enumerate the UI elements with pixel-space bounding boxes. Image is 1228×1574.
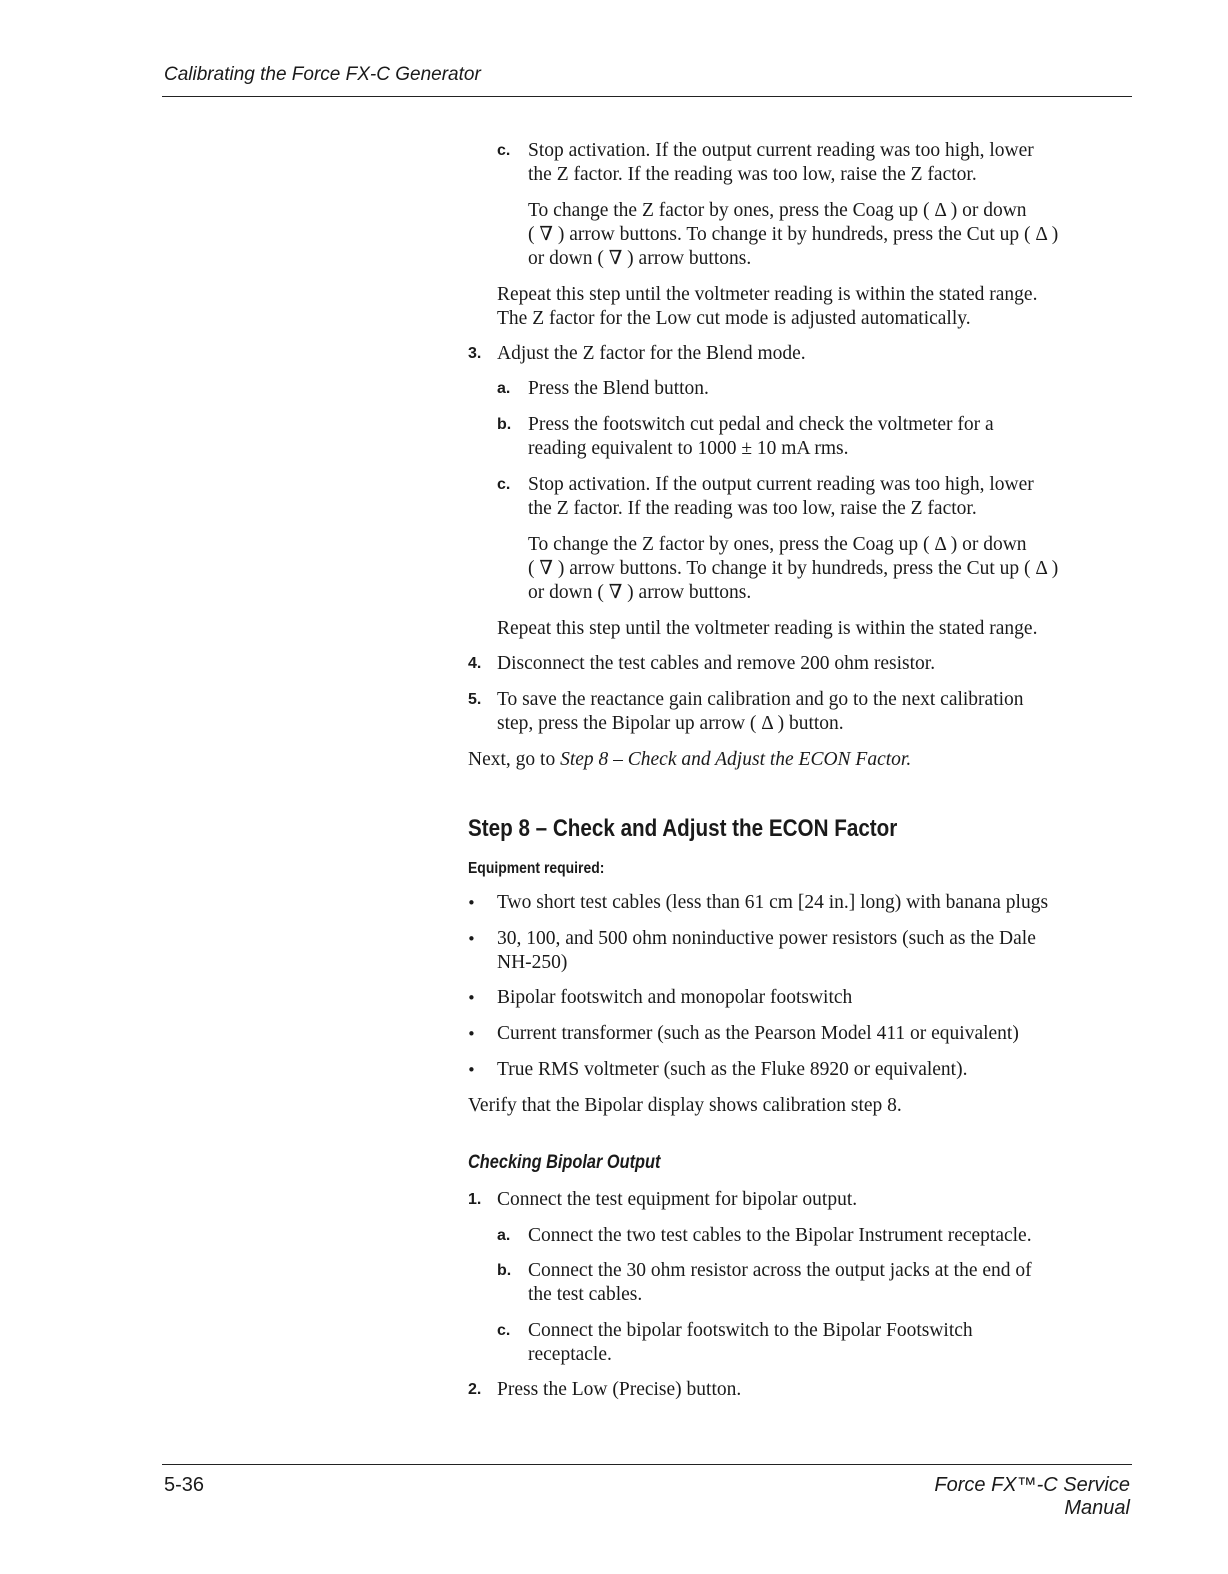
- list-marker: a.: [497, 1227, 511, 1244]
- list-marker: b.: [497, 1262, 512, 1279]
- bullet-text: Bipolar footswitch and monopolar footswitch: [497, 987, 853, 1008]
- bullet-marker: •: [467, 894, 476, 912]
- paragraph-text: Verify that the Bipolar display shows calibration step 8.: [468, 1095, 902, 1116]
- step-text: Press the Low (Precise) button.: [497, 1379, 742, 1400]
- bullet-marker: •: [467, 930, 476, 948]
- paragraph-text: or down ( ∇ ) arrow buttons.: [528, 582, 752, 603]
- step-text: the Z factor. If the reading was too low, raise the Z factor.: [528, 498, 977, 519]
- section-heading: Step 8 – Check and Adjust the ECON Factor: [468, 815, 898, 842]
- running-header: Calibrating the Force FX-C Generator: [164, 64, 481, 85]
- bullet-text: True RMS voltmeter (such as the Fluke 8920 or equivalent).: [497, 1059, 968, 1080]
- bullet-marker: •: [467, 1025, 476, 1043]
- bullet-text: NH-250): [497, 952, 568, 973]
- step-text: reading equivalent to 1000 ± 10 mA rms.: [528, 438, 849, 459]
- list-marker: c.: [497, 1322, 511, 1339]
- cross-reference-link[interactable]: Step 8 – Check and Adjust the ECON Factor.: [560, 749, 912, 770]
- next-prefix: Next, go to: [468, 749, 561, 770]
- footer-rule: [162, 1464, 1132, 1465]
- paragraph-text: ( ∇ ) arrow buttons. To change it by hundreds, press the Cut up ( Δ ): [528, 224, 1059, 245]
- step-text: Press the footswitch cut pedal and check the voltmeter for a: [528, 414, 994, 435]
- step-text: To save the reactance gain calibration and go to the next calibration: [497, 689, 1024, 710]
- paragraph-text: Repeat this step until the voltmeter reading is within the stated range.: [497, 618, 1038, 639]
- step-text: the test cables.: [528, 1284, 643, 1305]
- paragraph-text: ( ∇ ) arrow buttons. To change it by hundreds, press the Cut up ( Δ ): [528, 558, 1059, 579]
- step-text: Stop activation. If the output current reading was too high, lower: [528, 140, 1034, 161]
- step-text: Stop activation. If the output current reading was too high, lower: [528, 474, 1034, 495]
- list-marker: 1.: [468, 1191, 482, 1208]
- equipment-heading: Equipment required:: [468, 860, 605, 877]
- step-text: step, press the Bipolar up arrow ( Δ ) button.: [497, 713, 844, 734]
- step-text: receptacle.: [528, 1344, 612, 1365]
- bullet-text: Two short test cables (less than 61 cm [24 in.] long) with banana plugs: [497, 892, 1049, 913]
- step-text: Connect the 30 ohm resistor across the output jacks at the end of: [528, 1260, 1032, 1281]
- list-marker: 2.: [468, 1381, 482, 1398]
- bullet-marker: •: [467, 1061, 476, 1079]
- list-marker: 4.: [468, 655, 482, 672]
- page-number: 5-36: [164, 1474, 205, 1496]
- step-text: Disconnect the test cables and remove 200 ohm resistor.: [497, 653, 936, 674]
- step-text: Connect the two test cables to the Bipolar Instrument receptacle.: [528, 1225, 1032, 1246]
- paragraph-text: To change the Z factor by ones, press the Coag up ( Δ ) or down: [528, 200, 1027, 221]
- next-step-paragraph: [468, 748, 911, 772]
- bullet-text: Current transformer (such as the Pearson Model 411 or equivalent): [497, 1023, 1019, 1044]
- header-rule: [162, 96, 1132, 97]
- subsection-heading: Checking Bipolar Output: [468, 1152, 661, 1173]
- bullet-marker: •: [467, 989, 476, 1007]
- step-text: Connect the bipolar footswitch to the Bipolar Footswitch: [528, 1320, 973, 1341]
- list-marker: c.: [497, 142, 511, 159]
- list-marker: b.: [497, 416, 512, 433]
- paragraph-text: Repeat this step until the voltmeter reading is within the stated range.: [497, 284, 1038, 305]
- list-marker: c.: [497, 476, 511, 493]
- list-marker: a.: [497, 380, 511, 397]
- list-marker: 3.: [468, 345, 482, 362]
- paragraph-text: The Z factor for the Low cut mode is adjusted automatically.: [497, 308, 971, 329]
- bullet-text: 30, 100, and 500 ohm noninductive power resistors (such as the Dale: [497, 928, 1036, 949]
- step-text: the Z factor. If the reading was too low, raise the Z factor.: [528, 164, 977, 185]
- paragraph-text: To change the Z factor by ones, press the Coag up ( Δ ) or down: [528, 534, 1027, 555]
- manual-title: Force FX™-C Service Manual: [934, 1474, 1130, 1519]
- step-text: Connect the test equipment for bipolar output.: [497, 1189, 858, 1210]
- step-text: Adjust the Z factor for the Blend mode.: [497, 343, 806, 364]
- step-text: Press the Blend button.: [528, 378, 709, 399]
- list-marker: 5.: [468, 691, 482, 708]
- paragraph-text: or down ( ∇ ) arrow buttons.: [528, 248, 752, 269]
